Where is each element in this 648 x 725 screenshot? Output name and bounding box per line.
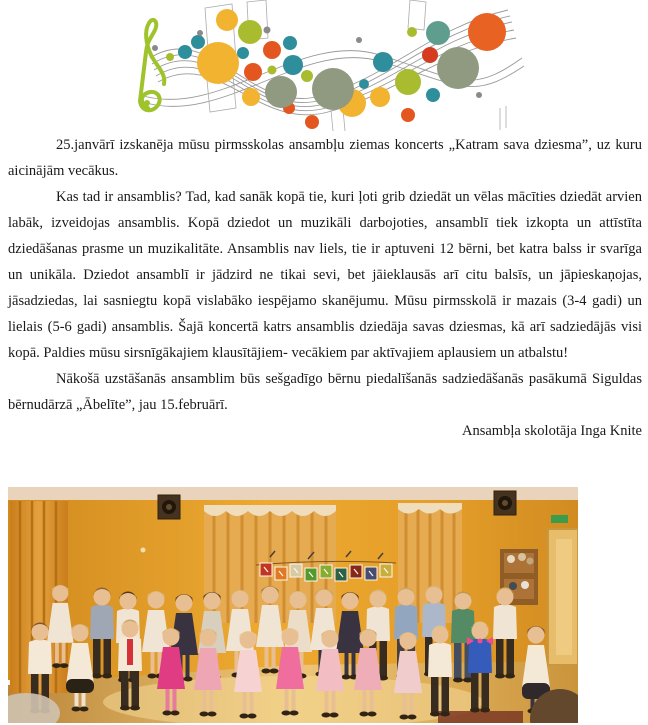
music-notes-wave-image bbox=[0, 0, 648, 132]
paragraph-about-ensemble: Kas tad ir ansamblis? Tad, kad sanāk kopā tie, kuri ļoti grib dziedāt un vēlas mācīties dziedāt arvien labāk, izveidojas ansamblis. Kopā dziedot un muzikāli darbojoties, ansamblī tiek izkopta un attīstīta dziedāšanas prasme un muzikalitāte. Ansamblis nav liels, tie ir aptuveni 12 bērni, bet katra balss ir svarīga un unikāla. Dziedot ansamblī ir jādzird ne tikai sevi, bet jāieklausās arī citu balsīs, un jāpieskaņojas, jāsadziedas, lai sasniegtu kopā vislabāko iespējamo skanējumu. Mūsu pirmsskolā ir mazais (3-4 gadi) un lielais (5-6 gadi) ansamblis. Šajā koncertā katrs ansamblis dziedāja savas dziesmas, kā arī sadziedājās visi kopā. Paldies mūsu sirsnīgākajiem klausītājiem- vecākiem par aktīvajiem aplausiem un atbalstu! bbox=[8, 189, 642, 361]
paragraph-intro: 25.janvārī izskanēja mūsu pirmsskolas ansambļu ziemas koncerts „Katram sava dziesma”, uz kuru aicinājām vecākus. bbox=[8, 137, 642, 179]
treble-clef-icon bbox=[140, 20, 164, 110]
note-circles bbox=[152, 9, 506, 129]
warm-color-cast bbox=[8, 487, 578, 723]
music-header-illustration bbox=[0, 0, 648, 132]
article-body bbox=[8, 132, 642, 444]
signature-line: Ansambļa skolotāja Inga Knite bbox=[462, 423, 642, 439]
paragraph-next-event: Nākošā uzstāšanās ansamblim būs sešgadīgo bērnu piedalīšanās sadziedāšanās pasākumā Siguldas bērnudārzā „Ābelīte”, jau 15.februārī. bbox=[8, 371, 642, 413]
concert-photo bbox=[8, 487, 578, 723]
concert-photo-image bbox=[8, 487, 578, 723]
